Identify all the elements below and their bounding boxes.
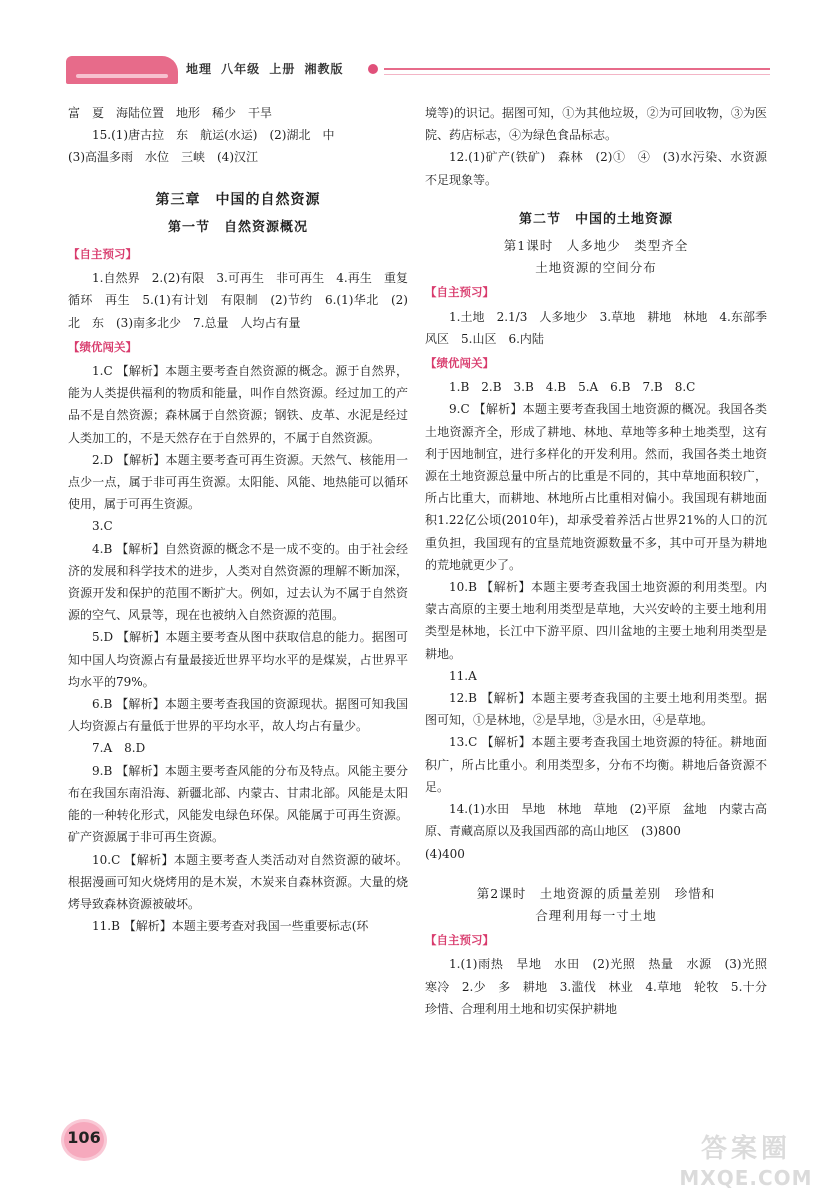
header-divider <box>384 68 770 70</box>
page-header <box>66 50 770 90</box>
answer-item: 14.(1)水田 旱地 林地 草地 (2)平原 盆地 内蒙古高原、青藏高原以及我国西部的高山地区 (3)800 <box>425 802 767 839</box>
text-line: 境等)的识记。据图可知，①为其他垃圾，②为可回收物，③为医院、药店标志，④为绿色食品标志。 <box>425 106 767 143</box>
answer-item: 2.D 【解析】本题主要考查可再生资源。天然气、核能用一点少一点，属于非可再生资源。太阳能、风能、地热能可以循环使用，属于可再生资源。 <box>68 452 408 512</box>
text-line: 15.(1)唐古拉 东 航运(水运) (2)湖北 中 <box>92 128 335 143</box>
answer-item: 4.B 【解析】自然资源的概念不是一成不变的。由于社会经济的发展和科学技术的进步，人类对自然资源的理解不断加深，资源开发和保护的范围不断扩大。例如，过去认为不属于自然资源的空气、风景等，现在也被纳入自然资源的范围。 <box>68 541 408 623</box>
answer-item: 1.B 2.B 3.B 4.B 5.A 6.B 7.B 8.C <box>449 380 696 395</box>
section-title: 第一节 自然资源概况 <box>167 219 308 235</box>
watermark-url: MXQE.COM <box>679 1166 813 1190</box>
header-divider-thin <box>384 74 770 75</box>
answer-item: 12.B 【解析】本题主要考查我国的主要土地利用类型。据图可知，①是林地，②是旱地，③是水田，④是草地。 <box>425 691 767 728</box>
header-title: 地理 八年级 上册 湘教版 <box>186 62 344 76</box>
tag-preview: 【自主预习】 <box>425 933 494 948</box>
answer-item: (4)400 <box>425 846 465 861</box>
page-number-badge <box>60 1120 108 1160</box>
lesson-title: 第1课时 人多地少 类型齐全 <box>503 238 689 254</box>
answer-item: 13.C 【解析】本题主要考查我国土地资源的特征。耕地面积广，所占比重小。利用类型多，分布不均衡。耕地后备资源不足。 <box>425 735 767 794</box>
lesson-subtitle: 土地资源的空间分布 <box>535 260 657 276</box>
watermark-text: 答案圈 <box>700 1134 791 1164</box>
header-dot-icon <box>368 64 378 74</box>
lesson-title: 第2课时 土地资源的质量差别 珍惜和 <box>476 885 716 901</box>
answer-item: 1.C 【解析】本题主要考查自然资源的概念。源于自然界，能为人类提供福利的物质和能量，叫作自然资源。经过加工的产品不是自然资源；森林属于自然资源；钢铁、皮革、水泥是经过人类加工的，不是天然存在于自然界的，不属于自然资源。 <box>68 364 408 445</box>
page-number: 106 <box>67 1128 101 1147</box>
tag-excellent: 【绩优闯关】 <box>68 339 137 354</box>
section-title: 第二节 中国的土地资源 <box>518 211 673 227</box>
answer-item: 9.B 【解析】本题主要考查风能的分布及特点。风能主要分布在我国东南沿海、新疆北部、内蒙古、甘肃北部。风能是太阳能的一种转化形式，风能发电绿色环保。风能属于可再生资源。矿产资源属于非可再生资源。 <box>68 763 408 845</box>
chapter-title: 第三章 中国的自然资源 <box>155 191 321 208</box>
tag-excellent: 【绩优闯关】 <box>425 356 494 371</box>
answer-item: 9.C 【解析】本题主要考查我国土地资源的概况。我国各类土地资源齐全，形成了耕地、林地、草地等多种土地类型，这有利于因地制宜，进行多样化的开发利用。然而，我国各类土地资源在土地资源总量中所占的比重是不同的，其中草地面积较广，所占比重大，而耕地、林地所占比重相对偏小。我国现有耕地面积1.22亿公顷(2010年)，却承受着养活占世界21%的人口的沉重负担，我国现有的宜垦荒地资源数量不多，其中可开垦为耕地的荒地就更少了。 <box>425 402 767 572</box>
header-tab-decoration <box>66 56 178 84</box>
answer-item: 10.B 【解析】本题主要考查我国土地资源的利用类型。内蒙古高原的主要土地利用类型是草地，大兴安岭的主要土地利用类型是林地，长江中下游平原、四川盆地的主要土地利用类型是耕地。 <box>425 580 767 661</box>
preview-answers: 1.(1)雨热 旱地 水田 (2)光照 热量 水源 (3)光照 寒冷 2.少 多 耕地 3.滥伐 林业 4.草地 轮牧 5.十分珍惜、合理利用土地和切实保护耕地 <box>425 957 780 1016</box>
answer-item: 3.C <box>92 519 113 534</box>
tag-preview: 【自主预习】 <box>425 285 494 300</box>
lesson-subtitle: 合理利用每一寸土地 <box>535 907 657 923</box>
answer-item: 10.C 【解析】本题主要考查人类活动对自然资源的破坏。根据漫画可知火烧烤用的是木炭，木炭来自森林资源。大量的烧烤导致森林资源被破坏。 <box>68 852 408 911</box>
answer-item: 11.B 【解析】本题主要考查对我国一些重要标志(环 <box>92 919 369 934</box>
preview-answers: 1.土地 2.1/3 人多地少 3.草地 耕地 林地 4.东部季风区 5.山区 6.内陆 <box>425 309 767 346</box>
tag-preview: 【自主预习】 <box>68 247 137 262</box>
watermark-logo <box>676 1128 816 1194</box>
text-line: 富 夏 海陆位置 地形 稀少 干旱 <box>68 106 273 120</box>
header-tab-stripe <box>76 74 168 78</box>
preview-answers: 1.自然界 2.(2)有限 3.可再生 非可再生 4.再生 重复 循环 再生 5.(1)有计划 有限制 (2)节约 6.(1)华北 (2)北 东 (3)南多北少 7.总量 人均占有量 <box>68 271 421 330</box>
answer-item: 7.A 8.D <box>92 741 146 756</box>
spacer <box>425 865 767 883</box>
answer-item: 11.A <box>449 668 477 683</box>
text-line: 12.(1)矿产(铁矿) 森林 (2)① ④ (3)水污染、水资源不足现象等。 <box>425 150 767 187</box>
answer-item: 6.B 【解析】本题主要考查我国的资源现状。据图可知我国人均资源占有量低于世界的平均水平，故人均占有量少。 <box>68 697 408 734</box>
text-line: (3)高温多雨 水位 三峡 (4)汉江 <box>68 150 258 165</box>
right-column <box>425 102 780 1020</box>
left-column <box>68 102 421 937</box>
answer-item: 5.D 【解析】本题主要考查从图中获取信息的能力。据图可知中国人均资源占有量最接近世界平均水平的是煤炭，占世界平均水平的79%。 <box>68 630 408 689</box>
